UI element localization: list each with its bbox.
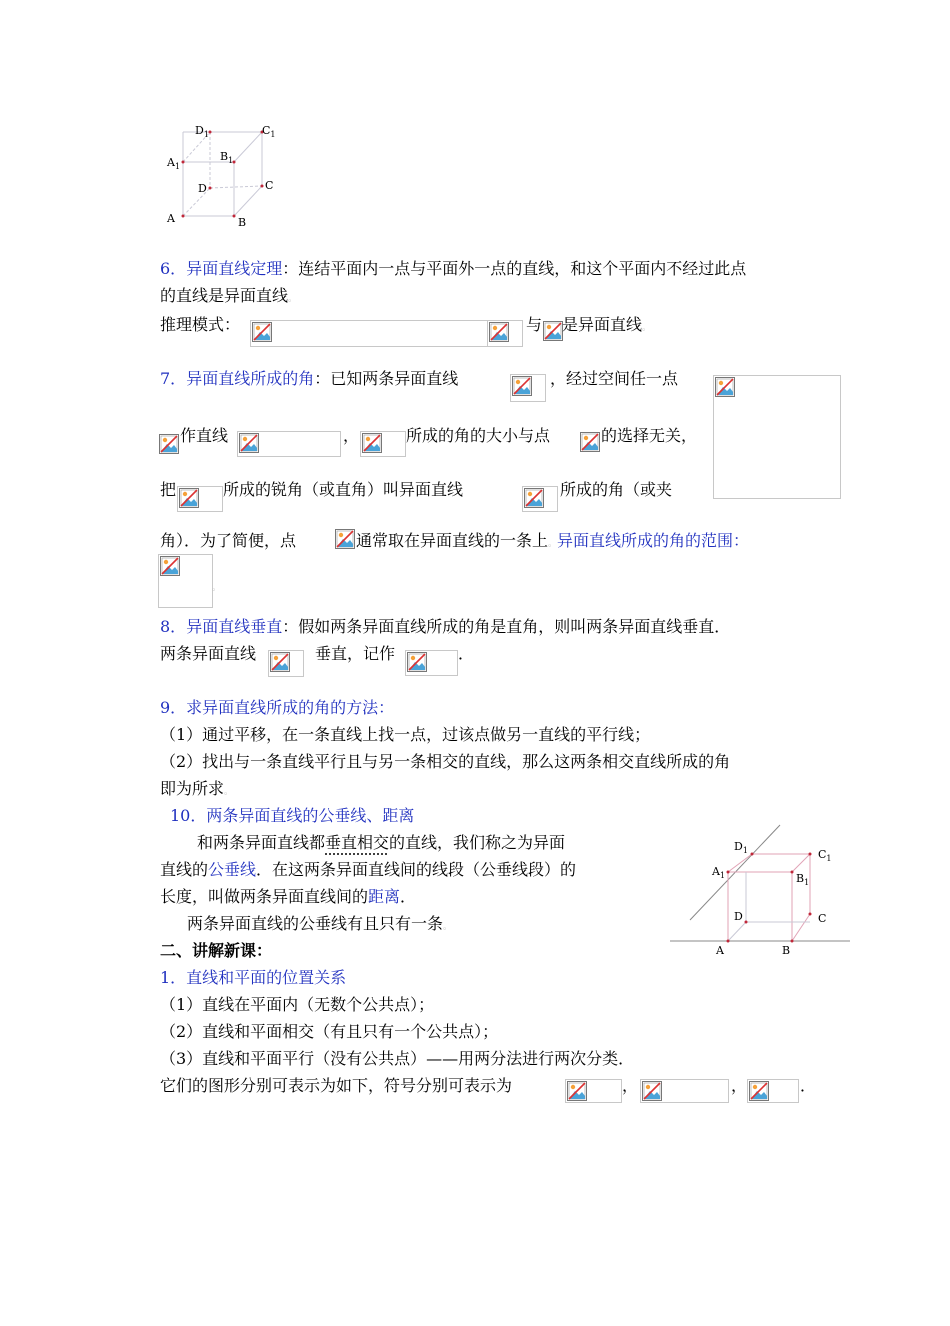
part-2-text: 它们的图形分别可表示为如下，符号分别可表示为 [160, 1076, 513, 1095]
formula-image [542, 320, 562, 347]
formula-image [579, 431, 601, 455]
label-b: B [238, 216, 247, 229]
section-10-line2 [160, 857, 576, 880]
label-d1: $D_1$ [734, 840, 748, 855]
figure-image [713, 375, 841, 499]
broken-image-icon [270, 652, 290, 672]
section-9-text: 即为所求 [160, 779, 225, 798]
infer-label-text: 推理模式： [160, 315, 241, 334]
formula-image [747, 1079, 799, 1103]
section-9-title: 9．求异面直线所成的角的方法： [160, 698, 395, 717]
part-2-item-1: （1）直线在平面内（无数个公共点）； [160, 995, 435, 1014]
section-10-title: 10．两条异面直线的公垂线、距离 [170, 806, 415, 825]
text-with: 与 [526, 315, 543, 334]
label-c1: $C_1$ [818, 848, 832, 863]
section-7-text-a: 通常取在异面直线的一条上 [356, 531, 549, 550]
angle-range-label: 异面直线所成的角的范围： [557, 531, 750, 550]
label-a1: $A_1$ [167, 156, 181, 171]
broken-image-icon [580, 432, 600, 452]
formula-image [177, 486, 223, 512]
broken-image-icon [489, 322, 509, 342]
section-9-item-1: （1）通过平移，在一条直线上找一点，过该点做另一直线的平行线； [160, 725, 651, 744]
s10-text: 和两条异面直线都 [197, 833, 326, 852]
label-a: A [167, 212, 175, 225]
formula-image [487, 320, 523, 347]
formula-image [360, 431, 406, 457]
section-7-number: 7． [160, 369, 187, 388]
section-7-text: 把 [160, 480, 177, 499]
broken-image-icon [749, 1081, 769, 1101]
s10-text: ． [400, 887, 417, 906]
s10-text: 直线的 [160, 860, 209, 879]
section-6-line2: 的直线是异面直线。 [160, 286, 298, 305]
section-10-line4: 两条异面直线的公垂线有且只有一条。 [187, 914, 453, 933]
label-c1: $C_1$ [262, 124, 276, 139]
part-2-item-2: （2）直线和平面相交（有且只有一个公共点）； [160, 1022, 499, 1041]
infer-label [160, 312, 240, 335]
section-7-text: 角）．为了简便，点 [160, 531, 297, 550]
section-10-line1 [197, 830, 565, 853]
broken-image-icon [239, 433, 259, 453]
section-8-text: ． [458, 644, 475, 663]
label-d1: $D_1$ [195, 124, 209, 139]
section-7-text: ，经过空间任一点 [550, 369, 679, 388]
term-common-perpendicular: 公垂线 [208, 860, 257, 879]
text-is-skew: 是异面直线。 [562, 315, 652, 334]
label-b1: $B_1$ [796, 872, 810, 887]
label-b1: $B_1$ [220, 150, 234, 165]
broken-image-icon [160, 556, 180, 576]
section-7-text: ：已知两条异面直线 [314, 369, 459, 388]
section-7-text: 作直线 [180, 426, 229, 445]
section-6-line1 [160, 256, 746, 279]
broken-image-icon [362, 433, 382, 453]
section-8-title: 异面直线垂直 [186, 617, 283, 636]
is-skew-text: 是异面直线 [562, 315, 643, 334]
broken-image-icon [335, 529, 355, 549]
broken-image-icon [642, 1081, 662, 1101]
part-2-section-1-title: 1．直线和平面的位置关系 [160, 968, 347, 987]
section-9-item-2: （2）找出与一条直线平行且与另一条相交的直线，那么这两条相交直线所成的角 [160, 752, 731, 771]
label-d: D [734, 910, 743, 923]
label-b: B [782, 944, 791, 957]
section-7-text: 所成的角（或夹 [560, 480, 673, 499]
section-6-number: 6． [160, 259, 187, 278]
broken-image-icon [159, 434, 179, 454]
label-c: C [265, 179, 274, 192]
label-c: C [818, 912, 827, 925]
part-2-item-3: （3）直线和平面平行（没有公共点）——用两分法进行两次分类． [160, 1049, 635, 1068]
s10-text: 的直线，我们称之为异面 [389, 833, 566, 852]
cube-figure-right [670, 820, 852, 960]
part-2-text: ， [622, 1076, 639, 1095]
section-7-text [356, 528, 749, 551]
section-6-title: 异面直线定理 [186, 259, 283, 278]
colon: ： [282, 259, 299, 278]
broken-image-icon [252, 322, 272, 342]
formula-image [565, 1079, 622, 1103]
s10-emph: 垂直相交 [325, 833, 390, 852]
formula-image [522, 486, 558, 512]
section-8-text: ：假如两条异面直线所成的角是直角，则叫两条异面直线垂直． [282, 617, 731, 636]
label-a: A [716, 944, 724, 957]
cube-figure-top [160, 118, 285, 230]
formula-image [405, 650, 458, 676]
section-6-text: 连结平面内一点与平面外一点的直线，和这个平面内不经过此点 [298, 259, 747, 278]
section-10-line3 [160, 884, 416, 907]
section-7-text: 所成的锐角（或直角）叫异面直线 [223, 480, 464, 499]
section-7-text: 所成的角的大小与点 [406, 426, 551, 445]
formula-image [158, 554, 213, 608]
section-8-text: 两条异面直线 [160, 644, 257, 663]
section-7-text: 的选择无关， [601, 426, 698, 445]
section-8-line1 [160, 614, 730, 637]
broken-image-icon [179, 488, 199, 508]
broken-image-icon [524, 488, 544, 508]
section-9-item-2-cont: 即为所求。 [160, 779, 234, 798]
formula-image [510, 374, 546, 402]
section-8-number: 8． [160, 617, 187, 636]
broken-image-icon [512, 376, 532, 396]
paragraph-mark: 。 [548, 539, 558, 549]
section-6-text2: 的直线是异面直线 [160, 286, 289, 305]
formula-image [158, 433, 180, 455]
broken-image-icon [543, 321, 563, 341]
formula-image [268, 650, 304, 677]
broken-image-icon [407, 652, 427, 672]
section-8-text: 垂直，记作 [315, 644, 396, 663]
section-7-text: ， [343, 426, 360, 445]
part-2-heading: 二、讲解新课： [160, 941, 273, 960]
formula-image [334, 528, 356, 552]
s10-text: 长度，叫做两条异面直线间的 [160, 887, 369, 906]
s10-text: ．在这两条异面直线间的线段（公垂线段）的 [256, 860, 577, 879]
formula-image [250, 320, 490, 347]
broken-image-icon [567, 1081, 587, 1101]
part-2-text: ， [731, 1076, 748, 1095]
label-a1: $A_1$ [712, 865, 726, 880]
section-7-line1 [160, 366, 458, 389]
broken-image-icon [715, 377, 735, 397]
s10-text: 两条异面直线的公垂线有且只有一条 [187, 914, 444, 933]
label-d: D [198, 182, 207, 195]
formula-image [237, 431, 341, 457]
term-distance: 距离 [368, 887, 401, 906]
part-2-text: ． [800, 1076, 817, 1095]
formula-image [640, 1079, 729, 1103]
section-7-title: 异面直线所成的角 [186, 369, 315, 388]
